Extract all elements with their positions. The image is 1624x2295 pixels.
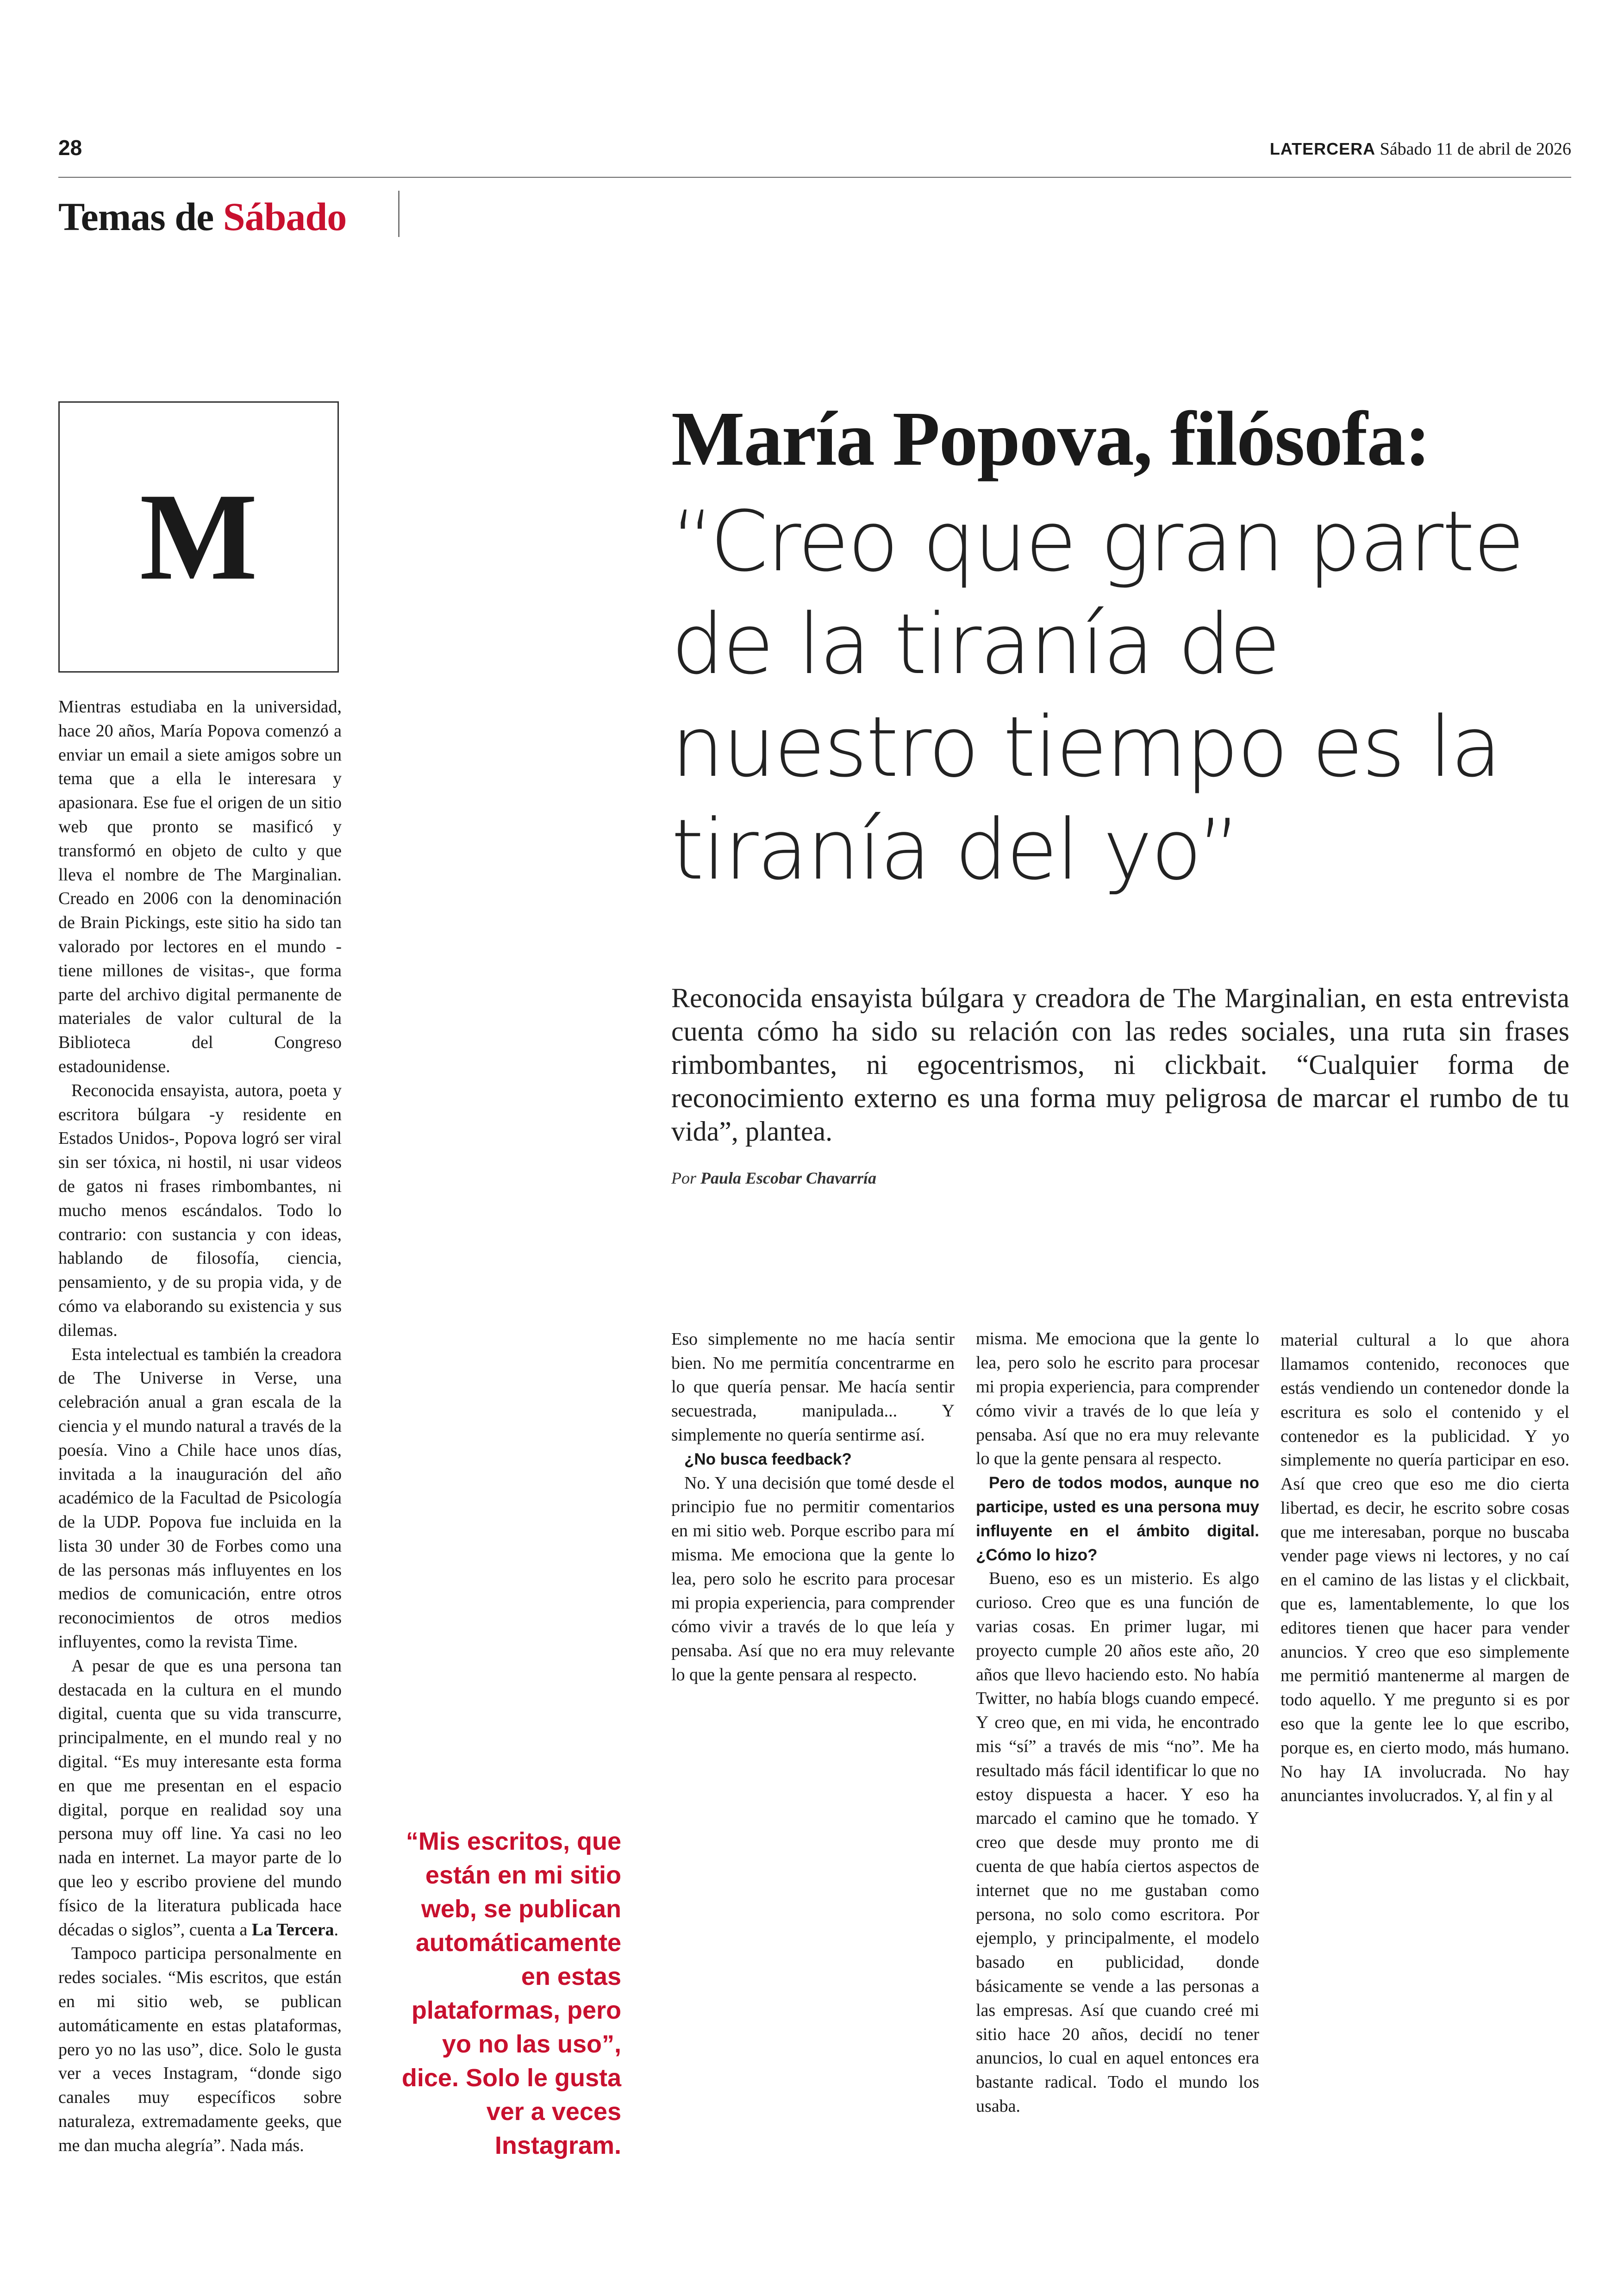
body-paragraph: material cultural a lo que ahora llamamos contenido, reconoces que estás vendiendo un contenedor donde la escritura es solo el contenido y el contenedor es la publicidad. Y yo simplemente no quería participar en eso. Así que creo que eso me dio cierta libertad, es decir, he escrito sobre cosas que me interesaban, porque no buscaba vender page views ni lectores, y no caí en el camino de las listas y el clickbait, que es, lamentablemente, lo que los editores tienen que hacer para vender anuncios. Y creo que eso simplemente me permitió mantenerme al margen de todo aquello. Y me pregunto si es por eso que la gente lee lo que escribo, porque es, en cierto modo, más humano. No hay IA involucrada. No hay anunciantes involucrados. Y, al fin y al [1280, 1330, 1569, 1806]
interview-question: Pero de todos modos, aunque no participe, usted es una persona muy influyente en el ámbito digital. ¿Cómo lo hizo? [976, 1474, 1259, 1564]
byline-prefix: Por [671, 1169, 700, 1187]
byline [671, 1168, 876, 1188]
body-column-2 [671, 1328, 955, 2161]
body-paragraph: No. Y una decisión que tomé desde el principio fue no permitir comentarios en mi sitio web. Porque escribo para mí misma. Me emociona que la gente lo lea, pero solo he escrito para procesar mi propia experiencia, para comprender cómo vivir a través de lo que leía y pensaba. Así que no era muy relevante lo que la gente pensara al respecto. [671, 1473, 955, 1684]
body-paragraph: Eso simplemente no me hacía sentir bien. No me permitía concentrarme en lo que quería pensar. Me hacía sentir secuestrada, manipulada... Y simplemente no quería sentirme así. [671, 1329, 955, 1445]
section-title [58, 193, 346, 240]
section-accent: Sábado [223, 194, 347, 239]
body-column-3 [976, 1328, 1259, 2161]
body-text: A pesar de que es una persona tan destacada en la cultura en el mundo digital, cuenta que su vida transcurre, principalmente, en el mundo real y no digital. “Es muy interesante esta forma en que me presentan en el espacio digital, porque en realidad soy una persona muy off line. Ya casi no leo nada en internet. La mayor parte de lo que leo y escribo proviene del mundo físico de la literatura publicada hace décadas o siglos”, cuenta a [58, 1656, 342, 1940]
issue-date: Sábado 11 de abril de 2026 [1380, 139, 1571, 159]
body-paragraph: misma. Me emociona que la gente lo lea, pero solo he escrito para procesar mi propia experiencia, para comprender cómo vivir a través de lo que leía y pensaba. Así que no era muy relevante lo que la gente pensara al respecto. [976, 1329, 1259, 1469]
headline: María Popova, filósofa: [671, 396, 1430, 482]
body-paragraph: Mientras estudiaba en la universidad, hace 20 años, María Popova comenzó a enviar un email a siete amigos sobre un tema que a ella le interesara y apasionara. Ese fue el origen de un sitio web que pronto se masificó y transformó en objeto de culto y que lleva el nombre de The Marginalian. Creado en 2006 con la denominación de Brain Pickings, este sitio ha sido tan valorado por lectores en el mundo -tiene millones de visitas-, que forma parte del archivo digital permanente de materiales de valor cultural de la Biblioteca del Congreso estadounidense. [58, 697, 342, 1076]
body-paragraph: Esta intelectual es también la creadora de The Universe in Verse, una celebración anual a gran escala de la ciencia y el mundo natural a través de la poesía. Vino a Chile hace unos días, invitada a la inauguración del año académico de la Facultad de Psicología de la UDP. Popova fue incluida en la lista 30 under 30 de Forbes como una de las personas más influyentes en los medios de comunicación, entre otros reconocimientos de otros medios influyentes, como la revista Time. [58, 1344, 342, 1652]
body-paragraph [58, 1654, 342, 1942]
body-column-4 [1280, 1328, 1569, 2161]
standfirst: Reconocida ensayista búlgara y creadora de The Marginalian, en esta entrevista cuenta cómo ha sido su relación con las redes sociales, una ruta sin frases rimbombantes, ni egocentrismos, ni clickbait. “Cualquier forma de reconocimiento externo es una forma muy peligrosa de marcar el rumbo de tu vida”, plantea. [671, 983, 1569, 1147]
body-paragraph: Reconocida ensayista, autora, poeta y escritora búlgara -y residente en Estados Unidos-, Popova logró ser viral sin ser tóxica, ni hostil, ni usar videos de gatos ni frases rimbombantes, ni mucho menos escándalos. Todo lo contrario: con sustancia y con ideas, hablando de filosofía, ciencia, pensamiento, y de su propia vida, y de cómo va elaborando su existencia y sus dilemas. [58, 1080, 342, 1340]
body-text: . [334, 1920, 339, 1940]
header-rule [58, 177, 1571, 178]
body-paragraph: Bueno, eso es un misterio. Es algo curioso. Creo que es una función de varias cosas. En primer lugar, mi proyecto cumple 20 años este año, 20 años que llevo haciendo esto. No había Twitter, no había blogs cuando empecé. Y creo que, en mi vida, he encontrado mis “sí” a través de mis “no”. Me ha resultado más fácil identificar lo que no estoy dispuesta a hacer. Y eso ha marcado el camino que he tomado. Y creo que desde muy pronto me di cuenta de que había ciertos aspectos de internet que no me gustaban como persona, no solo como escritora. Por ejemplo, y principalmente, el modelo basado en publicidad, donde básicamente se vende a las personas a las empresas. Así que cuando creé mi sitio hace 20 años, decidí no tener anuncios, lo cual en aquel entonces era bastante radical. Todo el mundo los usaba. [976, 1569, 1259, 2116]
body-paragraph: Tampoco participa personalmente en redes sociales. “Mis escritos, que están en mi sitio web, se publican automáticamente en estas plataformas, pero yo no las uso”, dice. Solo le gusta ver a veces Instagram, “donde sigo canales muy específicos sobre naturaleza, extremadamente geeks, que me dan mucha alegría”. Nada más. [58, 1944, 342, 2155]
drop-cap: M [58, 401, 339, 673]
headline-quote: “Creo que gran parte de la tiranía de nuestro tiempo es la tiranía del yo” [671, 493, 1524, 898]
pull-quote: “Mis escritos, que están en mi sitio web, se publican automáticamente en estas plataformas, pero yo no las uso”, dice. Solo le gusta ver a veces Instagram. [401, 1827, 621, 2159]
interview-question: ¿No busca feedback? [684, 1450, 852, 1468]
section-divider [398, 191, 400, 237]
source-name: La Tercera [251, 1920, 334, 1940]
masthead [1270, 139, 1571, 159]
body-column-1 [58, 695, 342, 2158]
section-prefix: Temas de [58, 194, 223, 239]
brand-name: LATERCERA [1269, 139, 1376, 158]
page-number: 28 [58, 136, 82, 160]
byline-author: Paula Escobar Chavarría [700, 1169, 877, 1187]
